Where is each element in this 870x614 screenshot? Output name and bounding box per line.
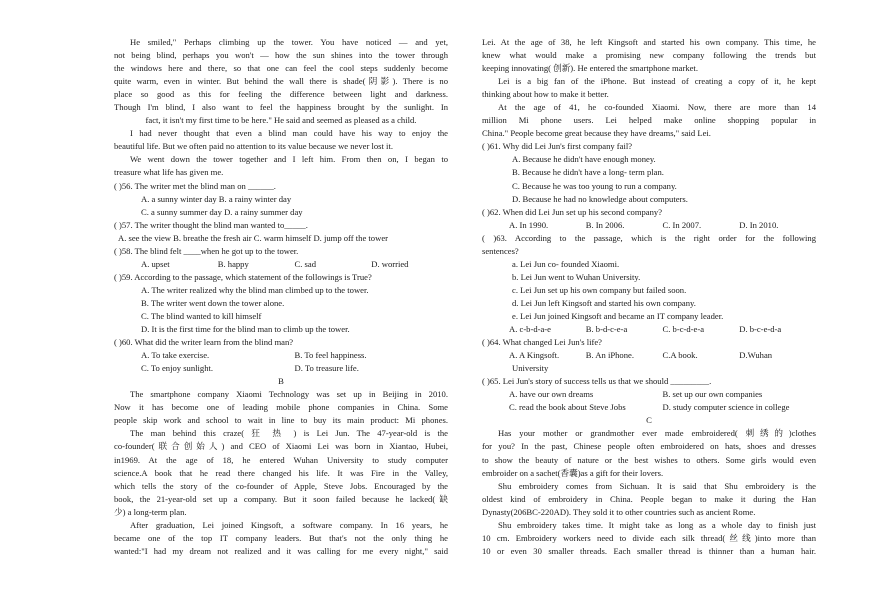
text-line: people skip work and school to wait in line to buy its main product: Mi phones. bbox=[114, 415, 448, 426]
text-line: science.A book that he read there changed his life. It was Fire in the Valley, bbox=[114, 467, 448, 478]
text-line: co-founder(联合创始人) and CEO of Xiaomi Lei was born in Xiantao, Hubei, bbox=[114, 441, 448, 452]
text-line: Lei. At the age of 38, he left Kingsoft and started his own company. This time, he bbox=[482, 37, 816, 47]
text-line: After graduation, Lei joined Kingsoft, a software company. In 16 years, he bbox=[130, 519, 448, 530]
answer-option: B. set up our own companies bbox=[662, 389, 763, 400]
answer-option: C. In 2007. bbox=[662, 219, 702, 230]
text-line: embroider on a sachet(香囊)as a gift for their lovers. bbox=[482, 467, 664, 478]
answer-options bbox=[482, 401, 816, 414]
answer-option: D. worried bbox=[371, 258, 409, 269]
text-line: The smartphone company Xiaomi Technology was set up in Beijing in 2010. bbox=[130, 389, 448, 400]
text-line: C. Because he was too young to run a company. bbox=[512, 180, 677, 191]
text-line: Now it has become one of leading mobile phone companies in China. Some bbox=[114, 402, 448, 413]
text-line: China." People become great because they have dreams," said Lei. bbox=[482, 128, 711, 139]
answer-option: C. sad bbox=[294, 258, 316, 269]
answer-options bbox=[114, 349, 448, 362]
text-line: Lei is a big fan of the iPhone. But instead of creating a copy of it, he kept bbox=[498, 76, 816, 87]
text-line: We went down the tower together and I left him. From then on, I began to bbox=[130, 154, 448, 165]
text-line: B. Because he didn't have a long- term plan. bbox=[512, 167, 664, 178]
text-line: I had never thought that even a blind man could have his way to enjoy the bbox=[130, 128, 448, 139]
answer-option: D. study computer science in college bbox=[662, 402, 790, 413]
text-line: ( )58. The blind felt ____when he got up to the tower. bbox=[114, 245, 299, 256]
answer-option: B. An iPhone. bbox=[585, 350, 634, 361]
answer-option: C. read the book about Steve Jobs bbox=[509, 402, 626, 413]
answer-option: B. To feel happiness. bbox=[294, 350, 367, 361]
text-line: e. Lei Jun joined Kingsoft and became an IT company leader. bbox=[512, 310, 724, 321]
answer-options bbox=[482, 219, 816, 232]
answer-option: D. b-c-e-d-a bbox=[739, 324, 782, 335]
text-line: Has your mother or grandmother ever made embroidered( 刺绣的)clothes bbox=[498, 428, 816, 439]
right-column bbox=[482, 36, 816, 558]
text-line: A. Because he didn't have enough money. bbox=[512, 154, 656, 165]
text-line: ( )65. Lei Jun's story of success tells us that we should _________. bbox=[482, 376, 712, 387]
answer-option: B. happy bbox=[217, 258, 249, 269]
text-line: C bbox=[646, 415, 652, 426]
text-line: ( )62. When did Lei Jun set up his second company? bbox=[482, 206, 663, 217]
text-line: quite warm, even in winter. But behind the wall there is shade(阴影). There is no bbox=[114, 76, 448, 87]
text-line: ( )59. According to the passage, which statement of the followings is True? bbox=[114, 271, 372, 282]
text-line: ( )64. What changed Lei Jun's life? bbox=[482, 337, 602, 348]
answer-option: B. b-d-c-e-a bbox=[585, 324, 628, 335]
answer-option: A. upset bbox=[141, 258, 170, 269]
text-line: treasure what life has given me. bbox=[114, 167, 224, 178]
text-line: ( )57. The writer thought the blind man wanted to_____. bbox=[114, 219, 308, 230]
text-line: C. The blind wanted to kill himself bbox=[141, 310, 262, 321]
text-line: sentences? bbox=[482, 245, 519, 256]
text-line: Shu embroidery takes time. It might take as long as a whole day to finish just bbox=[498, 519, 816, 530]
text-line: book, the 21-year-old set up a company. But it soon failed because he lacked(缺 bbox=[114, 493, 448, 504]
text-line: 10 cm. Embroidery workers need to divide each silk thread(丝线)into more than bbox=[482, 532, 816, 543]
text-line: Dynasty(206BC-220AD). They sold it to other countries such as ancient Rome. bbox=[482, 506, 756, 517]
text-line: Though I'm blind, I also want to feel the happiness brought by the sunlight. In bbox=[114, 102, 448, 113]
answer-option: C. b-c-d-e-a bbox=[662, 324, 705, 335]
text-line: knew what would make a promising new company following the trends but bbox=[482, 50, 816, 61]
text-line: oldest kind of embroidery in China. People began to make it during the Han bbox=[482, 493, 816, 504]
text-line: became one of the top IT company leaders. But that's not the only thing he bbox=[114, 532, 448, 543]
text-line: to show the beauty of nature or the best wishes to others. Some girls would even bbox=[482, 454, 816, 465]
text-line: ( )56. The writer met the blind man on ______. bbox=[114, 180, 276, 191]
text-line: D. It is the first time for the blind man to climb up the tower. bbox=[141, 324, 350, 335]
answer-options bbox=[482, 323, 816, 336]
text-line: D. Because he had no knowledge about computers. bbox=[512, 193, 688, 204]
text-line: He smiled," Perhaps climbing up the tower. You have noticed — and yet, bbox=[130, 37, 448, 47]
answer-option: D.Wuhan bbox=[739, 350, 773, 361]
text-line: C. a sunny summer day D. a rainy summer day bbox=[141, 206, 303, 217]
left-column bbox=[114, 36, 448, 558]
text-line: which tells the story of the co-founder of Apple, Steve Jobs. Encouraged by the bbox=[114, 480, 448, 491]
answer-options bbox=[482, 388, 816, 401]
answer-option: D. To treasure life. bbox=[294, 363, 359, 374]
text-line: A. a sunny winter day B. a rainy winter day bbox=[141, 193, 292, 204]
text-line: 10 or even 30 smaller threads. Each smaller thread is thinner than a human hair. bbox=[482, 545, 816, 556]
text-line: c. Lei Jun set up his own company but failed soon. bbox=[512, 284, 687, 295]
answer-options bbox=[114, 362, 448, 375]
text-line: ( )60. What did the writer learn from the blind man? bbox=[114, 337, 294, 348]
text-line: place so good as this for feeling the difference between light and darkness. bbox=[114, 89, 448, 100]
text-line: At the age of 41, he co-founded Xiaomi. Now, there are more than 14 bbox=[498, 102, 816, 113]
text-line: fact, it isn't my first time to be here." He said and seemed as pleased as a child. bbox=[145, 115, 417, 126]
text-line: B. The writer went down the tower alone. bbox=[141, 297, 285, 308]
text-line: University bbox=[512, 363, 549, 374]
text-line: ( )61. Why did Lei Jun's first company fail? bbox=[482, 141, 633, 152]
text-line: A. see the view B. breathe the fresh air C. warm himself D. jump off the tower bbox=[118, 232, 388, 243]
text-line: a. Lei Jun co- founded Xiaomi. bbox=[512, 258, 620, 269]
answer-option: A. have our own dreams bbox=[509, 389, 594, 400]
text-line: thinking about how to make it better. bbox=[482, 89, 609, 100]
text-line: keeping innovating( 创新). He entered the smartphone market. bbox=[482, 63, 698, 74]
text-line: wanted:"I had my dream not realized and it was calling for me every night," said bbox=[114, 545, 448, 556]
answer-option: A. A Kingsoft. bbox=[509, 350, 560, 361]
text-line: not being blind, perhaps you won't — how the sun shines into the tower through bbox=[114, 50, 448, 61]
text-line: d. Lei Jun left Kingsoft and started his own company. bbox=[512, 297, 696, 308]
answer-option: C. To enjoy sunlight. bbox=[141, 363, 214, 374]
answer-option: A. In 1990. bbox=[509, 219, 549, 230]
answer-option: B. In 2006. bbox=[585, 219, 625, 230]
text-line: for you? In the past, Chinese people often embroidered on hats, shoes and dresses bbox=[482, 441, 816, 452]
answer-options bbox=[114, 258, 448, 271]
text-line: beautiful life. But we often paid no attention to its value because we never lost it. bbox=[114, 141, 393, 152]
answer-option: A. To take exercise. bbox=[141, 350, 210, 361]
answer-option: A. c-b-d-a-e bbox=[509, 324, 551, 335]
text-line: b. Lei Jun went to Wuhan University. bbox=[512, 271, 641, 282]
text-line: the windows here and there, so that one can feel the cool steps suddenly become bbox=[114, 63, 448, 74]
text-line: million Mi phone users. Lei helped make online shopping popular in bbox=[482, 115, 816, 126]
text-line: B bbox=[278, 376, 284, 387]
answer-option: C.A book. bbox=[662, 350, 698, 361]
text-line: in1969. At the age of 18, he entered Wuhan University to study computer bbox=[114, 454, 448, 465]
answer-options bbox=[482, 349, 816, 362]
answer-option: D. In 2010. bbox=[739, 219, 779, 230]
text-line: A. The writer realized why the blind man climbed up to the tower. bbox=[141, 284, 369, 295]
text-line: The man behind this craze( 狂 热 ) is Lei Jun. The 47-year-old is the bbox=[130, 428, 448, 439]
text-line: 少) a long-term plan. bbox=[114, 506, 187, 517]
text-line: Shu embroidery comes from Sichuan. It is said that Shu embroidery is the bbox=[498, 480, 816, 491]
text-line: ( )63. According to the passage, which is the right order for the following bbox=[482, 232, 816, 243]
